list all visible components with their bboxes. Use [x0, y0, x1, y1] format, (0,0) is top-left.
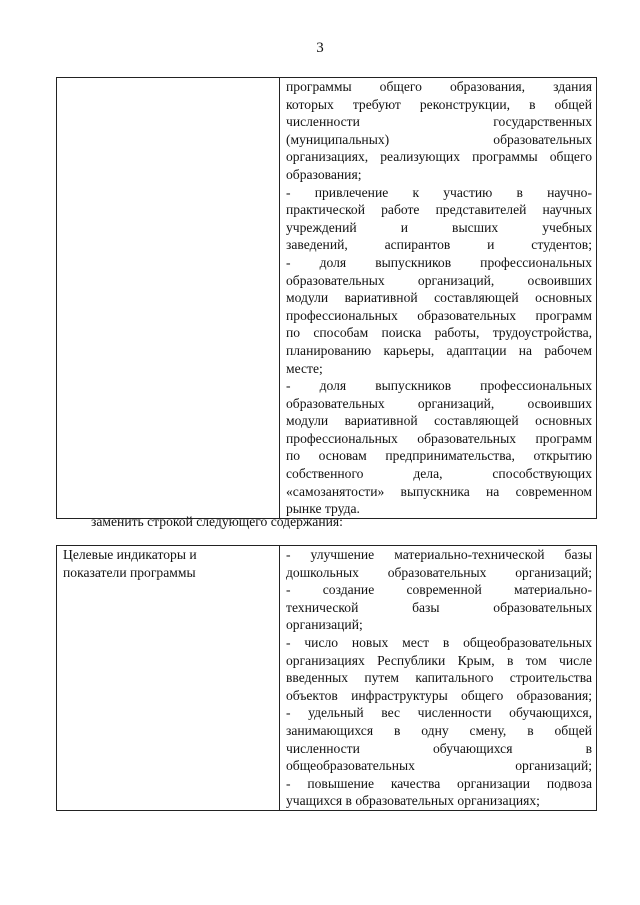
text-line: учреждений и высших учебных	[286, 219, 592, 235]
text-line: численности государственных	[286, 114, 592, 130]
text-line: по способам поиска работы, трудоустройства,	[286, 325, 592, 341]
text-line: организациях, реализующих программы общего	[286, 149, 592, 165]
page-number: 3	[316, 40, 324, 56]
text-line: учащихся в образовательных организациях;	[286, 793, 540, 809]
text-line: практической работе представителей научных	[286, 202, 592, 218]
text-line: - создание современной материально-	[286, 582, 592, 598]
text-line: модули вариативной составляющей основных	[286, 290, 592, 306]
text-line: образования;	[286, 166, 362, 182]
text-line: - повышение качества организации подвоза	[286, 775, 592, 791]
text-line: организациях Республики Крым, в том числе	[286, 652, 592, 668]
text-line: модули вариативной составляющей основных	[286, 413, 592, 429]
text-line: которых требуют реконструкции, в общей	[286, 96, 592, 112]
text-line: Целевые индикаторы и	[63, 547, 197, 562]
text-line: - привлечение к участию в научно-	[286, 184, 592, 200]
text-line: собственного дела, способствующих	[286, 466, 592, 482]
text-line: объектов инфраструктуры общего образования;	[286, 687, 592, 703]
table-row	[57, 546, 597, 811]
text-line: планированию карьеры, адаптации на рабочем	[286, 342, 592, 358]
text-line: образовательных организаций, освоивших	[286, 395, 592, 411]
replacement-instruction: заменить строкой следующего содержания:	[91, 514, 343, 529]
text-line: заведений, аспирантов и студентов;	[286, 237, 592, 253]
text-line: организаций;	[286, 617, 363, 633]
text-line: - число новых мест в общеобразовательных	[286, 634, 592, 650]
text-line: численности обучающихся в	[286, 740, 592, 756]
text-line: - улучшение материально-технической базы	[286, 547, 592, 562]
text-line: - доля выпускников профессиональных	[286, 254, 592, 270]
text-line: введенных путем капитального строительства	[286, 670, 592, 686]
text-line: образовательных организаций, освоивших	[286, 272, 592, 288]
text-line: программы общего образования, здания	[286, 79, 592, 94]
text-line: дошкольных образовательных организаций;	[286, 564, 592, 580]
text-line: рынке труда.	[286, 501, 360, 517]
table-new-row	[56, 545, 597, 811]
text-line: профессиональных образовательных программ	[286, 307, 592, 323]
table-row	[57, 78, 597, 519]
text-line: показатели программы	[63, 564, 196, 580]
text-line: занимающихся в одну смену, в общей	[286, 722, 592, 738]
text-line: «самозанятости» выпускника на современном	[286, 483, 592, 499]
text-line: - доля выпускников профессиональных	[286, 378, 592, 394]
table-cell-left-empty	[57, 78, 280, 519]
text-line: профессиональных образовательных программ	[286, 430, 592, 446]
text-line: месте;	[286, 360, 323, 376]
cell-text-block	[280, 546, 596, 810]
text-line: (муниципальных) образовательных	[286, 131, 592, 147]
table-previous-row	[56, 77, 597, 519]
cell-heading-block	[57, 546, 279, 581]
table-cell-right	[280, 78, 597, 519]
text-line: общеобразовательных организаций;	[286, 758, 592, 774]
table-cell-right	[280, 546, 597, 811]
cell-text-block	[280, 78, 596, 518]
text-line: технической базы образовательных	[286, 599, 592, 615]
table-cell-left	[57, 546, 280, 811]
text-line: - удельный вес численности обучающихся,	[286, 705, 592, 721]
text-line: по основам предпринимательства, открытию	[286, 448, 592, 464]
